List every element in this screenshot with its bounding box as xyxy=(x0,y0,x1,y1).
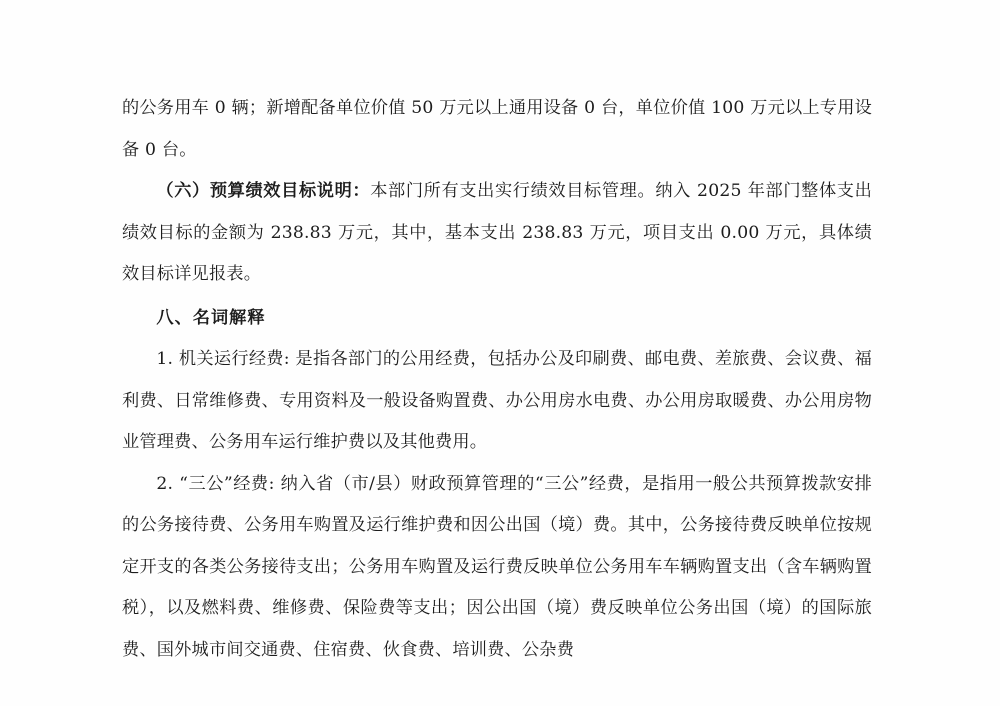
performance-goal-lead: （六）预算绩效目标说明： xyxy=(156,181,371,201)
section-heading-terms: 八、名词解释 xyxy=(156,307,266,328)
paragraph-performance-goal xyxy=(122,171,872,296)
performance-goal-text: 本部门所有支出实行绩效目标管理。纳入 2025 年部门整体支出绩效目标的金额为 238.83 万元，其中，基本支出 238.83 万元，项目支出 0.00 万元，具体绩效目标详见报表。 xyxy=(122,181,872,284)
term-item-three-public-expenses: 2. “三公”经费: 纳入省（市/县）财政预算管理的“三公”经费，是指用一般公共预算拨款安排的公务接待费、公务用车购置及运行维护费和因公出国（境）费。其中，公务接待费反映单位按规定开支的各类公务接待支出；公务用车购置及运行费反映单位公务用车车辆购置支出（含车辆购置税），以及燃料费、维修费、保险费等支出；因公出国（境）费反映单位公务出国（境）的国际旅费、国外城市间交通费、住宿费、伙食费、培训费、公杂费 xyxy=(122,473,872,660)
paragraph-vehicles: 的公务用车 0 辆；新增配备单位价值 50 万元以上通用设备 0 台，单位价值 100 万元以上专用设备 0 台。 xyxy=(122,98,872,160)
document-body xyxy=(122,88,872,671)
term-item-agency-operating-expenses: 1. 机关运行经费: 是指各部门的公用经费，包括办公及印刷费、邮电费、差旅费、会议费、福利费、日常维修费、专用资料及一般设备购置费、办公用房水电费、办公用房取暖费、办公用房物业管理费、公务用车运行维护费以及其他费用。 xyxy=(122,349,872,452)
